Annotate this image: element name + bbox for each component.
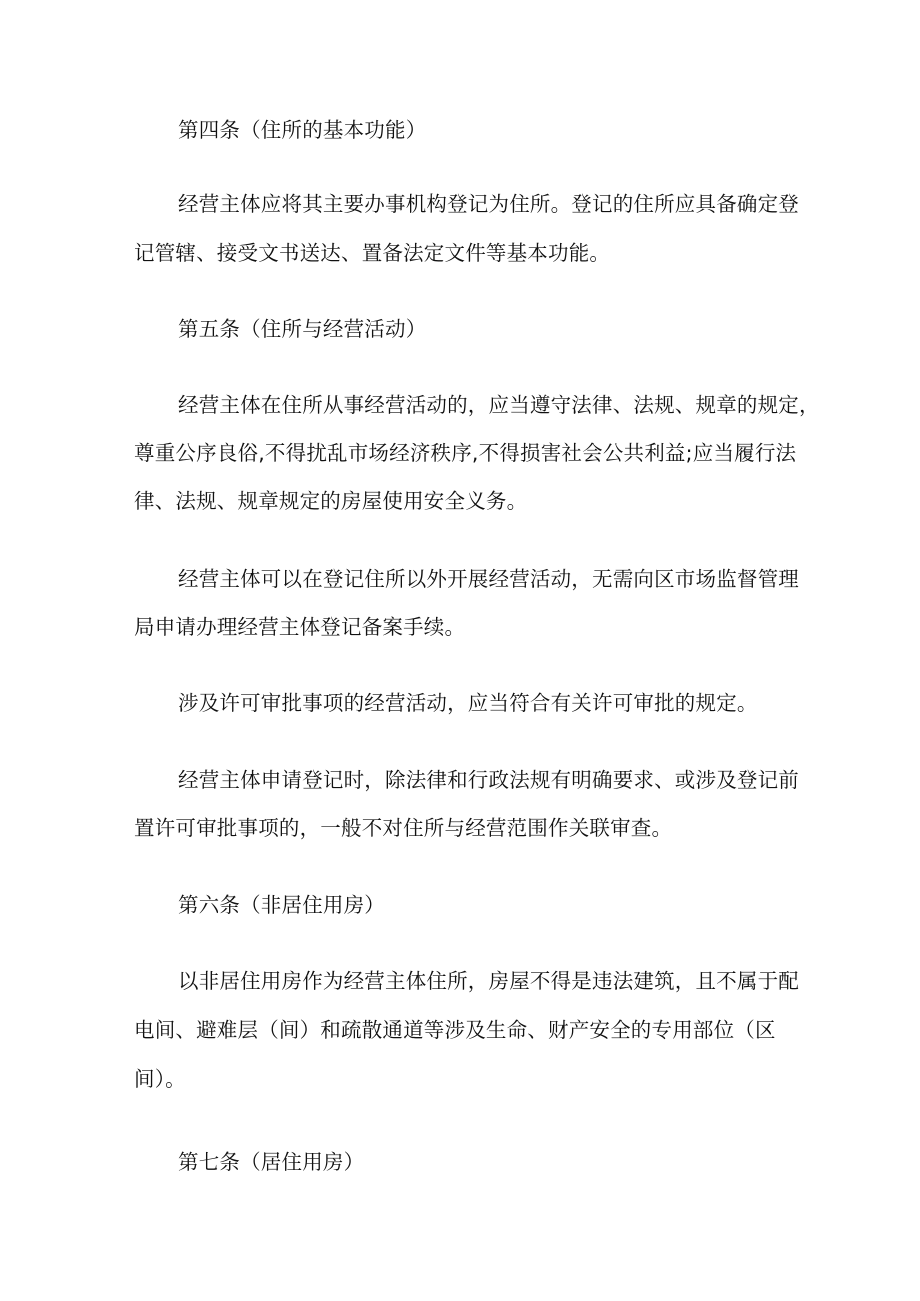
article-5-paragraph-1-line-2: 尊重公序良俗,不得扰乱市场经济秩序,不得损害社会公共利益;应当履行法 bbox=[134, 441, 797, 465]
article-6-paragraph-line-3: 间）。 bbox=[134, 1067, 186, 1091]
article-5-paragraph-1-line-1: 经营主体在住所从事经营活动的，应当遵守法律、法规、规章的规定， bbox=[178, 393, 820, 417]
article-5-paragraph-2-line-2: 局申请办理经营主体登记备案手续。 bbox=[134, 615, 466, 639]
article-5-paragraph-2-line-1: 经营主体可以在登记住所以外开展经营活动，无需向区市场监督管理 bbox=[178, 567, 799, 591]
article-6-paragraph-line-1: 以非居住用房作为经营主体住所，房屋不得是违法建筑，且不属于配 bbox=[178, 969, 799, 993]
article-5-heading: 第五条（住所与经营活动） bbox=[178, 317, 427, 341]
article-5-paragraph-3-line-1: 涉及许可审批事项的经营活动，应当符合有关许可审批的规定。 bbox=[178, 691, 758, 715]
article-7-heading: 第七条（居住用房） bbox=[178, 1150, 365, 1174]
article-6-paragraph-line-2: 电间、避难层（间）和疏散通道等涉及生命、财产安全的专用部位（区 bbox=[134, 1018, 776, 1042]
article-5-paragraph-1-line-3: 律、法规、规章规定的房屋使用安全义务。 bbox=[134, 489, 528, 513]
article-5-paragraph-4-line-2: 置许可审批事项的，一般不对住所与经营范围作关联审查。 bbox=[134, 816, 673, 840]
article-4-paragraph-line-2: 记管辖、接受文书送达、置备法定文件等基本功能。 bbox=[134, 241, 611, 265]
article-4-paragraph-line-1: 经营主体应将其主要办事机构登记为住所。登记的住所应具备确定登 bbox=[178, 192, 799, 216]
article-5-paragraph-4-line-1: 经营主体申请登记时，除法律和行政法规有明确要求、或涉及登记前 bbox=[178, 768, 799, 792]
article-4-heading: 第四条（住所的基本功能） bbox=[178, 118, 427, 142]
article-6-heading: 第六条（非居住用房） bbox=[178, 893, 385, 917]
